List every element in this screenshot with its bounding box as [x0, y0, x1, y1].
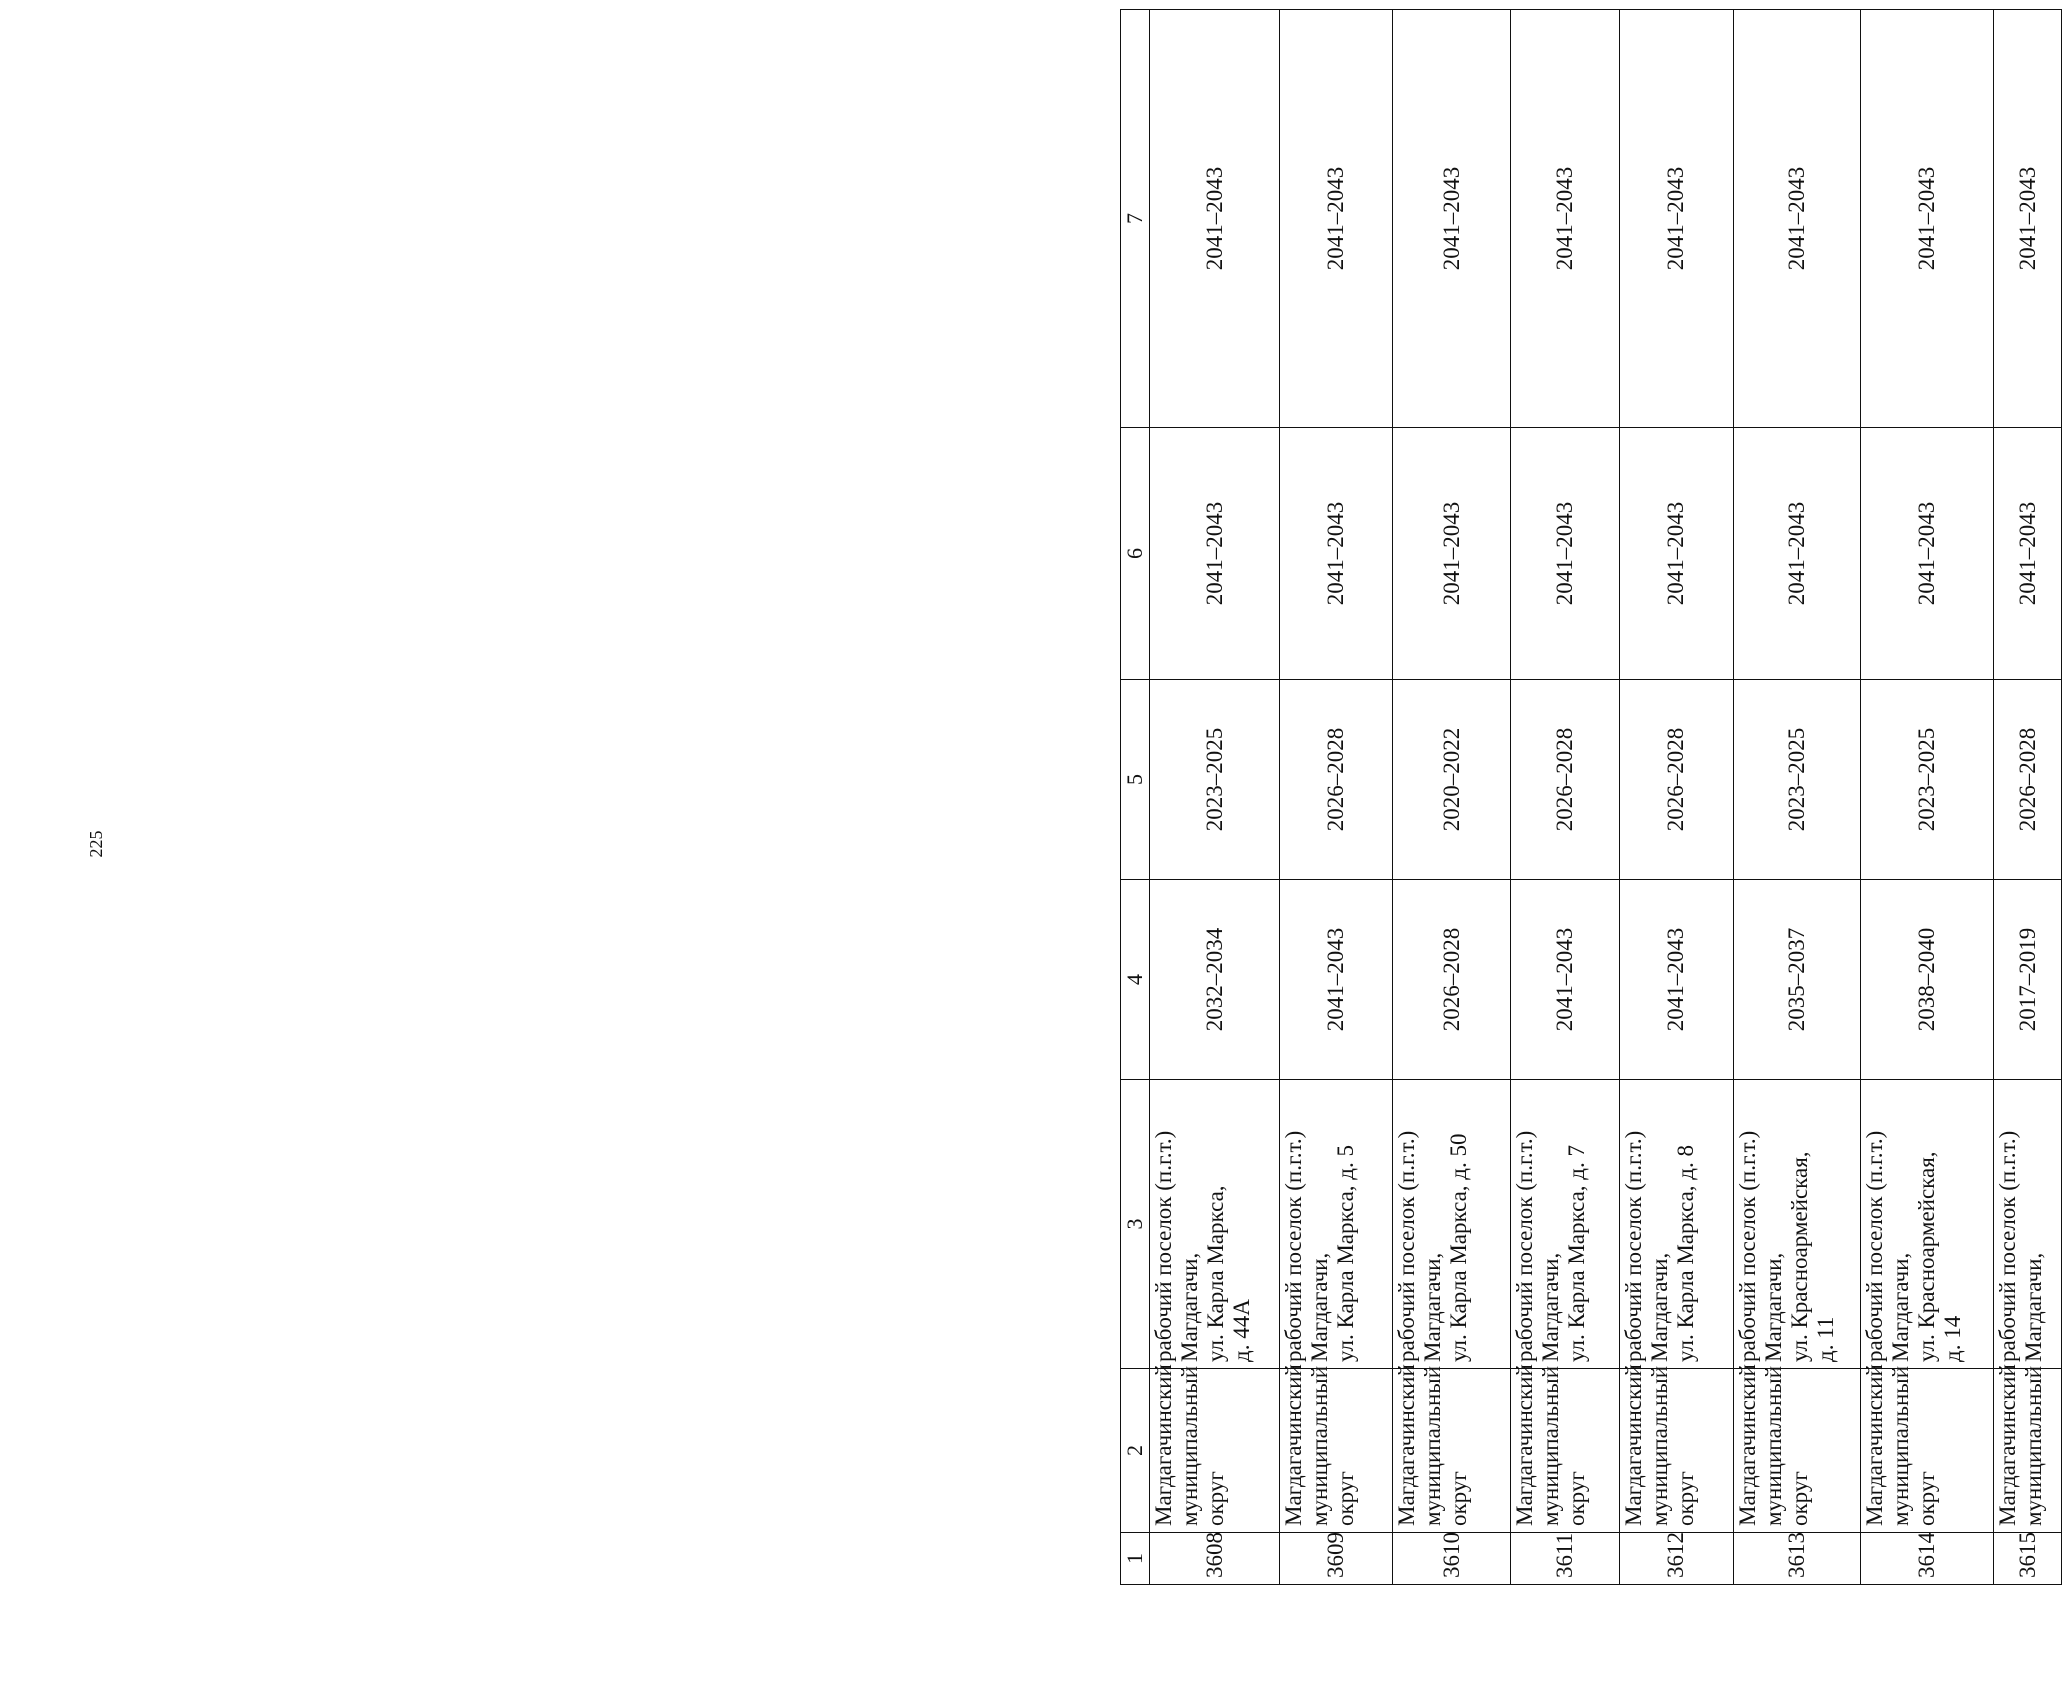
period-col-7: 2041–2043 — [1150, 10, 1280, 428]
period-col-6: 2041–2043 — [1150, 428, 1280, 680]
municipality-line: округ — [1672, 1471, 1698, 1526]
address-cell — [1860, 1080, 1994, 1369]
table-row — [1393, 10, 1511, 1585]
address-cell — [1280, 1080, 1393, 1369]
municipality-line: округ — [1913, 1471, 1939, 1526]
municipality-line: муниципальный — [1177, 1365, 1202, 1526]
row-number: 3608 — [1150, 1533, 1280, 1585]
address-cell — [1994, 1080, 2062, 1369]
address-line: ул. Карла Маркса, д. 7 — [1563, 1144, 1589, 1362]
address-cell — [1393, 1080, 1511, 1369]
municipality-cell — [1393, 1364, 1511, 1533]
period-col-5: 2023–2025 — [1150, 680, 1280, 880]
address-line: рабочий поселок (п.г.т.) — [1281, 1130, 1307, 1362]
address-line: ул. Карла Маркса, д. 8 — [1672, 1144, 1698, 1362]
address-line: Магдагачи, — [1307, 1252, 1333, 1362]
period-col-6: 2041–2043 — [1619, 428, 1733, 680]
column-header-6: 6 — [1121, 428, 1150, 680]
municipality-line: муниципальный — [2021, 1365, 2047, 1526]
address-line: Магдагачи, — [1537, 1252, 1563, 1362]
municipality-line: муниципальный — [1760, 1365, 1786, 1526]
address-line: ул. Карла Маркса, — [1203, 1185, 1228, 1362]
address-line: рабочий поселок (п.г.т.) — [1995, 1130, 2021, 1362]
period-col-7: 2041–2043 — [1733, 10, 1860, 428]
address-cell — [1619, 1080, 1733, 1369]
address-line: рабочий поселок (п.г.т.) — [1394, 1130, 1420, 1362]
period-col-7: 2041–2043 — [1280, 10, 1393, 428]
table-row — [1280, 10, 1393, 1585]
municipality-line: Магдагачинский — [1151, 1364, 1176, 1526]
column-header-4: 4 — [1121, 880, 1150, 1080]
row-number: 3611 — [1510, 1533, 1619, 1585]
period-col-7: 2041–2043 — [1619, 10, 1733, 428]
address-line: ул. Красноармейская, — [1913, 1151, 1939, 1362]
column-header-7: 7 — [1121, 10, 1150, 428]
period-col-5: 2026–2028 — [1510, 680, 1619, 880]
table-row — [1860, 10, 1994, 1585]
address-line: Магдагачи, — [1760, 1252, 1786, 1362]
column-header-3: 3 — [1121, 1080, 1150, 1369]
table-row — [1733, 10, 1860, 1585]
period-col-6: 2041–2043 — [1860, 428, 1994, 680]
row-number: 3614 — [1860, 1533, 1994, 1585]
row-number: 3609 — [1280, 1533, 1393, 1585]
municipality-line: муниципальный — [1887, 1365, 1913, 1526]
municipality-line: муниципальный — [1307, 1365, 1333, 1526]
period-col-5: 2023–2025 — [1733, 680, 1860, 880]
municipality-line: Магдагачинский — [1995, 1364, 2021, 1526]
municipality-line: Магдагачинский — [1511, 1364, 1537, 1526]
address-line: Магдагачи, — [1646, 1252, 1672, 1362]
row-number: 3615 — [1994, 1533, 2062, 1585]
municipality-cell — [1280, 1364, 1393, 1533]
municipality-cell — [1619, 1364, 1733, 1533]
header-row — [1121, 10, 1150, 1585]
period-col-4: 2032–2034 — [1150, 880, 1280, 1080]
municipality-line: муниципальный — [1646, 1365, 1672, 1526]
address-cell — [1733, 1080, 1860, 1369]
municipality-cell — [1150, 1364, 1280, 1533]
page-number: 225 — [86, 830, 106, 858]
row-number: 3612 — [1619, 1533, 1733, 1585]
table-row — [1150, 10, 1280, 1585]
municipality-cell — [1994, 1364, 2062, 1533]
municipality-line: округ — [1203, 1471, 1228, 1526]
period-col-4: 2035–2037 — [1733, 880, 1860, 1080]
municipality-cell — [1733, 1364, 1860, 1533]
address-line: Магдагачи, — [1887, 1252, 1913, 1362]
address-line: ул. Карла Маркса, д. 5 — [1333, 1144, 1359, 1362]
address-line: ул. Красноармейская, — [1786, 1151, 1812, 1362]
address-line: рабочий поселок (п.г.т.) — [1861, 1130, 1887, 1362]
row-number: 3610 — [1393, 1533, 1511, 1585]
municipality-line: округ — [1563, 1471, 1589, 1526]
column-header-5: 5 — [1121, 680, 1150, 880]
period-col-4: 2038–2040 — [1860, 880, 1994, 1080]
municipality-line: Магдагачинский — [1394, 1364, 1420, 1526]
municipality-line: Магдагачинский — [1734, 1364, 1760, 1526]
period-col-6: 2041–2043 — [1280, 428, 1393, 680]
period-col-6: 2041–2043 — [1994, 428, 2062, 680]
period-col-7: 2041–2043 — [1860, 10, 1994, 428]
table-row — [1510, 10, 1619, 1585]
municipality-line: Магдагачинский — [1620, 1364, 1646, 1526]
address-line: Магдагачи, — [2021, 1252, 2047, 1362]
column-header-1: 1 — [1121, 1533, 1150, 1585]
municipality-line: округ — [1446, 1471, 1472, 1526]
period-col-5: 2026–2028 — [1619, 680, 1733, 880]
municipality-line: муниципальный — [1420, 1365, 1446, 1526]
period-col-4: 2041–2043 — [1619, 880, 1733, 1080]
schedule-table-container — [1120, 10, 2062, 1585]
address-line: рабочий поселок (п.г.т.) — [1734, 1130, 1760, 1362]
municipality-cell — [1510, 1364, 1619, 1533]
period-col-4: 2041–2043 — [1280, 880, 1393, 1080]
period-col-5: 2026–2028 — [1280, 680, 1393, 880]
address-line: Магдагачи, — [1177, 1252, 1202, 1362]
address-line: рабочий поселок (п.г.т.) — [1620, 1130, 1646, 1362]
period-col-7: 2041–2043 — [1393, 10, 1511, 428]
address-line: рабочий поселок (п.г.т.) — [1511, 1130, 1537, 1362]
period-col-6: 2041–2043 — [1393, 428, 1511, 680]
address-line: д. 14 — [1939, 1315, 1965, 1362]
municipality-line: Магдагачинский — [1861, 1364, 1887, 1526]
period-col-7: 2041–2043 — [1510, 10, 1619, 428]
period-col-7: 2041–2043 — [1994, 10, 2062, 428]
address-line: ул. Карла Маркса, д. 50 — [1446, 1133, 1472, 1362]
period-col-4: 2026–2028 — [1393, 880, 1511, 1080]
period-col-4: 2041–2043 — [1510, 880, 1619, 1080]
period-col-5: 2026–2028 — [1994, 680, 2062, 880]
schedule-table — [1120, 9, 2062, 1585]
table-row — [1994, 10, 2062, 1585]
municipality-cell — [1860, 1364, 1994, 1533]
period-col-5: 2020–2022 — [1393, 680, 1511, 880]
address-line: д. 44А — [1229, 1299, 1254, 1362]
table-row — [1619, 10, 1733, 1585]
row-number: 3613 — [1733, 1533, 1860, 1585]
period-col-6: 2041–2043 — [1510, 428, 1619, 680]
address-cell — [1510, 1080, 1619, 1369]
period-col-4: 2017–2019 — [1994, 880, 2062, 1080]
municipality-line: муниципальный — [1537, 1365, 1563, 1526]
address-line: Магдагачи, — [1420, 1252, 1446, 1362]
address-line: рабочий поселок (п.г.т.) — [1151, 1130, 1176, 1362]
column-header-2: 2 — [1121, 1369, 1150, 1533]
municipality-line: Магдагачинский — [1281, 1364, 1307, 1526]
period-col-5: 2023–2025 — [1860, 680, 1994, 880]
municipality-line: округ — [1333, 1471, 1359, 1526]
municipality-line: округ — [1786, 1471, 1812, 1526]
period-col-6: 2041–2043 — [1733, 428, 1860, 680]
address-cell — [1150, 1080, 1280, 1369]
address-line: д. 11 — [1812, 1316, 1838, 1362]
